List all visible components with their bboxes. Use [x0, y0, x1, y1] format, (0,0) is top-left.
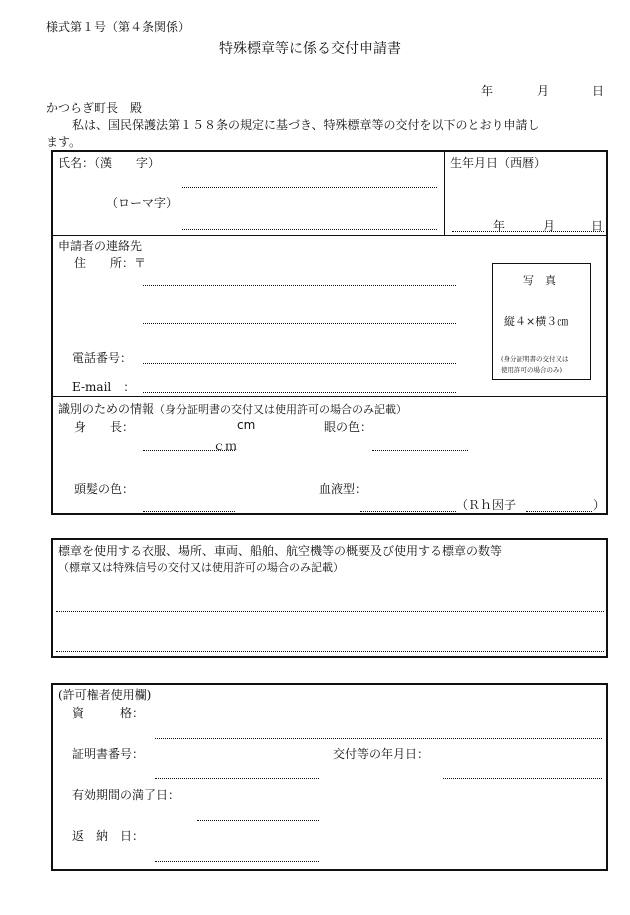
dob-day-label: 日	[591, 219, 604, 233]
date-month-label: 月	[537, 84, 550, 98]
dob-label: 生年月日（西暦）	[450, 156, 547, 170]
name-row-divider	[52, 235, 607, 236]
name-dob-divider	[444, 151, 445, 235]
usage-title: 標章を使用する衣服、場所、車両、船舶、航空機等の概要及び使用する標章の数等	[58, 544, 503, 558]
statement-line-1: 私は、国民保護法第１５８条の規定に基づき、特殊標章等の交付を以下のとおり申請し	[72, 118, 540, 132]
name-romaji-label: （ローマ字）	[106, 196, 179, 210]
height-unit-cm-fullwidth: ｃｍ	[213, 439, 238, 453]
address-field-line-2[interactable]	[143, 323, 456, 324]
name-romaji-field[interactable]	[182, 229, 437, 230]
eye-color-label: 眼の色：	[324, 420, 373, 434]
hair-color-label: 頭髪の色：	[74, 482, 135, 496]
form-title: 特殊標章等に係る交付申請書	[219, 41, 401, 57]
date-year-label: 年	[481, 84, 494, 98]
name-kanji-label: 氏名：（漢 字）	[58, 156, 161, 170]
name-kanji-field[interactable]	[182, 187, 437, 188]
rh-factor-field[interactable]	[526, 511, 592, 512]
height-unit-cm: cm	[237, 418, 256, 432]
address-label: 住 所：〒	[74, 256, 147, 270]
contact-label: 申請者の連絡先	[58, 239, 143, 253]
addressee: かつらぎ町長 殿	[46, 101, 143, 115]
return-date-label: 返 納 日：	[72, 829, 145, 843]
contact-row-divider	[52, 396, 607, 397]
photo-title: 写 真	[523, 274, 556, 287]
form-number: 様式第１号（第４条関係）	[46, 20, 191, 34]
date-day-label: 日	[592, 84, 605, 98]
eye-color-field[interactable]	[372, 450, 468, 451]
issue-date-label: 交付等の年月日：	[333, 747, 430, 761]
blood-type-label: 血液型：	[319, 482, 368, 496]
qualification-field[interactable]	[155, 738, 602, 739]
email-label: E-mail ：	[72, 380, 136, 394]
address-field-line-1[interactable]	[143, 285, 456, 286]
cert-number-label: 証明書番号：	[72, 747, 145, 761]
expiry-field[interactable]	[197, 820, 319, 821]
expiry-label: 有効期間の満了日：	[72, 788, 181, 802]
phone-label: 電話番号：	[72, 351, 133, 365]
rh-factor-label: （Ｒｈ因子	[456, 498, 517, 512]
usage-field-line-1[interactable]	[56, 611, 604, 612]
issue-date-field[interactable]	[443, 778, 602, 779]
authority-title: (許可権者使用欄)	[58, 688, 152, 702]
ident-label: 識別のための情報	[58, 402, 155, 416]
return-date-field[interactable]	[155, 861, 319, 862]
photo-note-line-2: 使用許可の場合のみ)	[501, 366, 563, 374]
dob-field[interactable]	[452, 231, 604, 232]
qualification-label: 資 格：	[72, 706, 145, 720]
blood-type-field[interactable]	[360, 511, 456, 512]
dob-year-label: 年	[493, 219, 506, 233]
photo-size: 縦４×横３㎝	[504, 315, 569, 328]
photo-note-line-1: (身分証明書の交付又は	[501, 355, 569, 363]
cert-number-field[interactable]	[155, 778, 319, 779]
usage-note: （標章又は特殊信号の交付又は使用許可の場合のみ記載）	[58, 561, 344, 574]
ident-note: （身分証明書の交付又は使用許可の場合のみ記載）	[154, 403, 408, 416]
height-label: 身 長：	[74, 420, 135, 434]
statement-line-2: ます。	[46, 135, 82, 149]
dob-month-label: 月	[543, 219, 556, 233]
height-field[interactable]	[143, 450, 235, 451]
rh-factor-close: ）	[593, 498, 606, 512]
hair-color-field[interactable]	[143, 511, 235, 512]
ident-header	[58, 398, 407, 417]
email-field[interactable]	[143, 392, 456, 393]
phone-field[interactable]	[143, 363, 456, 364]
usage-field-line-2[interactable]	[56, 651, 604, 652]
